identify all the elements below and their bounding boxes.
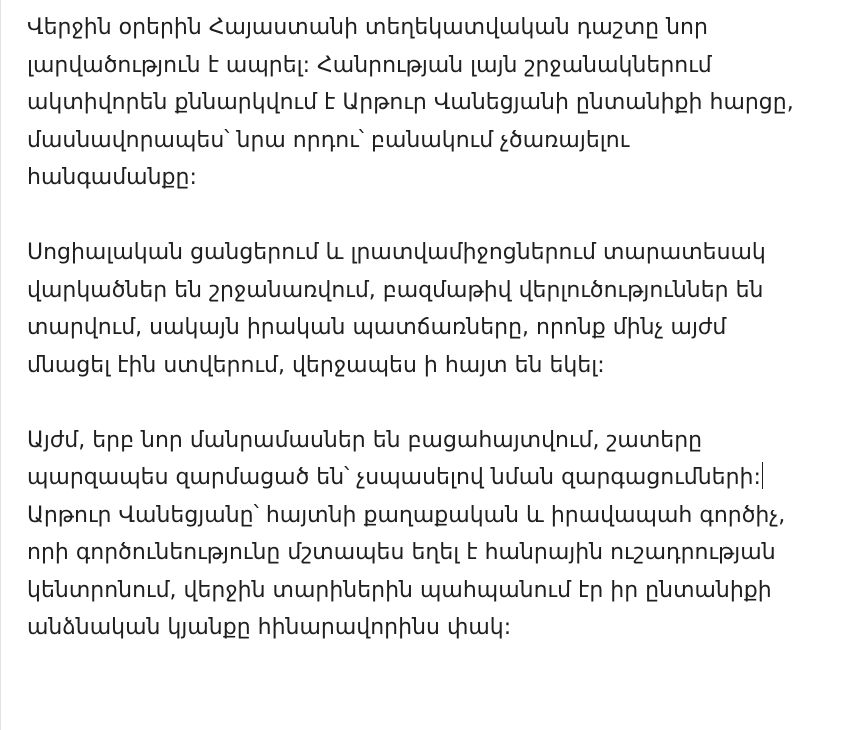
paragraph-2[interactable] — [27, 234, 857, 384]
text-line: մասնավորապես՝ նրա որդու՝ բանակում չծառայելու — [27, 127, 630, 153]
text-line: ակտիվորեն քննարկվում է Արթուր Վանեցյանի ընտանիքի հարցը, — [27, 90, 794, 115]
text-line: տարվում, սակայն իրական պատճառները, որոնք մինչ այժմ — [27, 315, 727, 340]
text-line: Այժմ, երբ նոր մանրամասներ են բացահայտվում, շատերը — [27, 427, 703, 453]
text-line: լարվածություն է ապրել: Հանրության լայն շրջանակներում — [27, 52, 712, 78]
paragraph-3[interactable] — [27, 422, 857, 647]
text-line: որի գործունեությունը մշտապես եղել է հանրային ուշադրության — [27, 540, 776, 565]
text-line-with-caret — [27, 459, 857, 497]
left-border — [0, 0, 1, 730]
article-body[interactable] — [27, 9, 857, 684]
text-cursor — [762, 462, 764, 489]
text-line: Վերջին օրերին Հայաստանի տեղեկատվական դաշտը նոր — [27, 15, 708, 40]
text-line: հանգամանքը: — [27, 165, 197, 190]
text-line: Արթուր Վանեցյանը՝ հայտնի քաղաքական և իրավապահ գործիչ, — [27, 502, 786, 528]
text-line: անձնական կյանքը հինարավորինս փակ: — [27, 615, 512, 640]
text-line: կենտրոնում, վերջին տարիներին պահպանում էր իր ընտանիքի — [27, 577, 772, 603]
text-line: վարկածներ են շրջանառվում, բազմաթիվ վերլուծություններ են — [27, 277, 764, 303]
text-line: մնացել էին ստվերում, վերջապես ի հայտ են եկել: — [27, 352, 605, 378]
text-line: պարզապես զարմացած են՝ չսպասելով նման զարգացումների: — [27, 465, 761, 490]
text-line: Սոցիալական ցանցերում և լրատվամիջոցներում տարատեսակ — [27, 240, 766, 265]
paragraph-1[interactable] — [27, 9, 857, 197]
